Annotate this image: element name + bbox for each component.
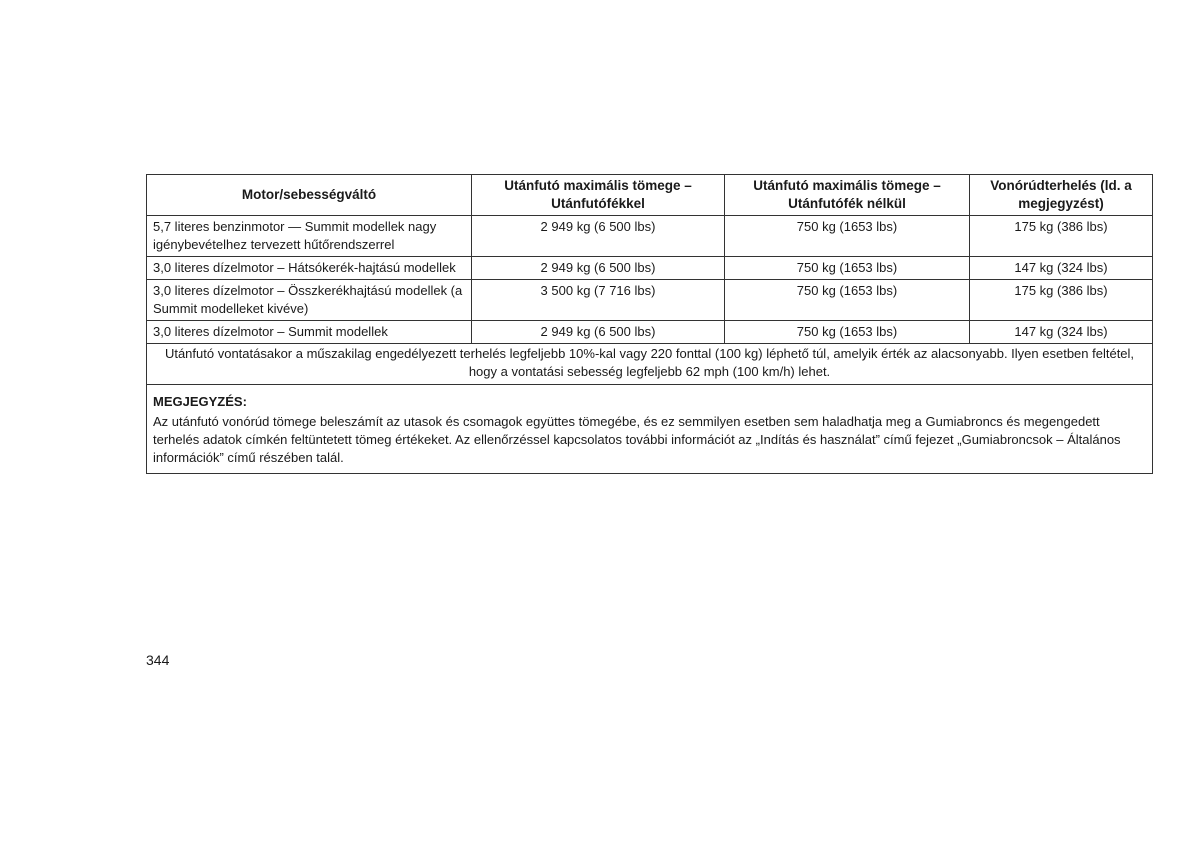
with-brakes-cell: 2 949 kg (6 500 lbs) — [472, 257, 725, 280]
with-brakes-cell: 3 500 kg (7 716 lbs) — [472, 280, 725, 321]
page-number: 344 — [146, 652, 170, 668]
header-tongue-load: Vonórúdterhelés (ld. a megjegyzést) — [970, 175, 1153, 216]
note-text: Az utánfutó vonórúd tömege beleszámít az utasok és csomagok együttes tömegébe, és ez semmilyen esetben sem haladhatja meg a Gumiabroncs és megengedett terhelés adatok címkén feltüntetett tömeg értékeket. Az ellenőrzéssel kapcsolatos további információt az „Indítás és használat” című fejezet „Gumiabroncsok – Általános információk” című részében talál. — [153, 414, 1121, 465]
tongue-load-cell: 147 kg (324 lbs) — [970, 321, 1153, 344]
note-title: MEGJEGYZÉS: — [153, 394, 247, 409]
engine-cell: 3,0 literes dízelmotor – Összkerékhajtású modellek (a Summit modelleket kivéve) — [147, 280, 472, 321]
overload-footnote: Utánfutó vontatásakor a műszakilag engedélyezett terhelés legfeljebb 10%-kal vagy 220 fonttal (100 kg) léphető túl, amelyik érték az alacsonyabb. Ilyen esetben feltétel, hogy a vontatási sebesség legfeljebb 62 mph (100 km/h) lehet. — [147, 344, 1153, 385]
tongue-load-cell: 175 kg (386 lbs) — [970, 216, 1153, 257]
table-row — [147, 321, 1153, 344]
header-max-weight-with-brakes: Utánfutó maximális tömege – Utánfutófékkel — [472, 175, 725, 216]
header-engine: Motor/sebességváltó — [147, 175, 472, 216]
note-row — [147, 385, 1153, 474]
without-brakes-cell: 750 kg (1653 lbs) — [725, 321, 970, 344]
tongue-load-cell: 147 kg (324 lbs) — [970, 257, 1153, 280]
table-header-row — [147, 175, 1153, 216]
with-brakes-cell: 2 949 kg (6 500 lbs) — [472, 321, 725, 344]
towing-spec-table — [146, 174, 1153, 474]
footnote-row — [147, 344, 1153, 385]
engine-cell: 5,7 literes benzinmotor — Summit modellek nagy igénybevételhez tervezett hűtőrendszerrel — [147, 216, 472, 257]
without-brakes-cell: 750 kg (1653 lbs) — [725, 216, 970, 257]
header-max-weight-without-brakes: Utánfutó maximális tömege – Utánfutófék nélkül — [725, 175, 970, 216]
note-cell — [147, 385, 1153, 474]
table-row — [147, 280, 1153, 321]
table-row — [147, 257, 1153, 280]
with-brakes-cell: 2 949 kg (6 500 lbs) — [472, 216, 725, 257]
tongue-load-cell: 175 kg (386 lbs) — [970, 280, 1153, 321]
without-brakes-cell: 750 kg (1653 lbs) — [725, 280, 970, 321]
engine-cell: 3,0 literes dízelmotor – Hátsókerék-hajtású modellek — [147, 257, 472, 280]
engine-cell: 3,0 literes dízelmotor – Summit modellek — [147, 321, 472, 344]
without-brakes-cell: 750 kg (1653 lbs) — [725, 257, 970, 280]
table-row — [147, 216, 1153, 257]
